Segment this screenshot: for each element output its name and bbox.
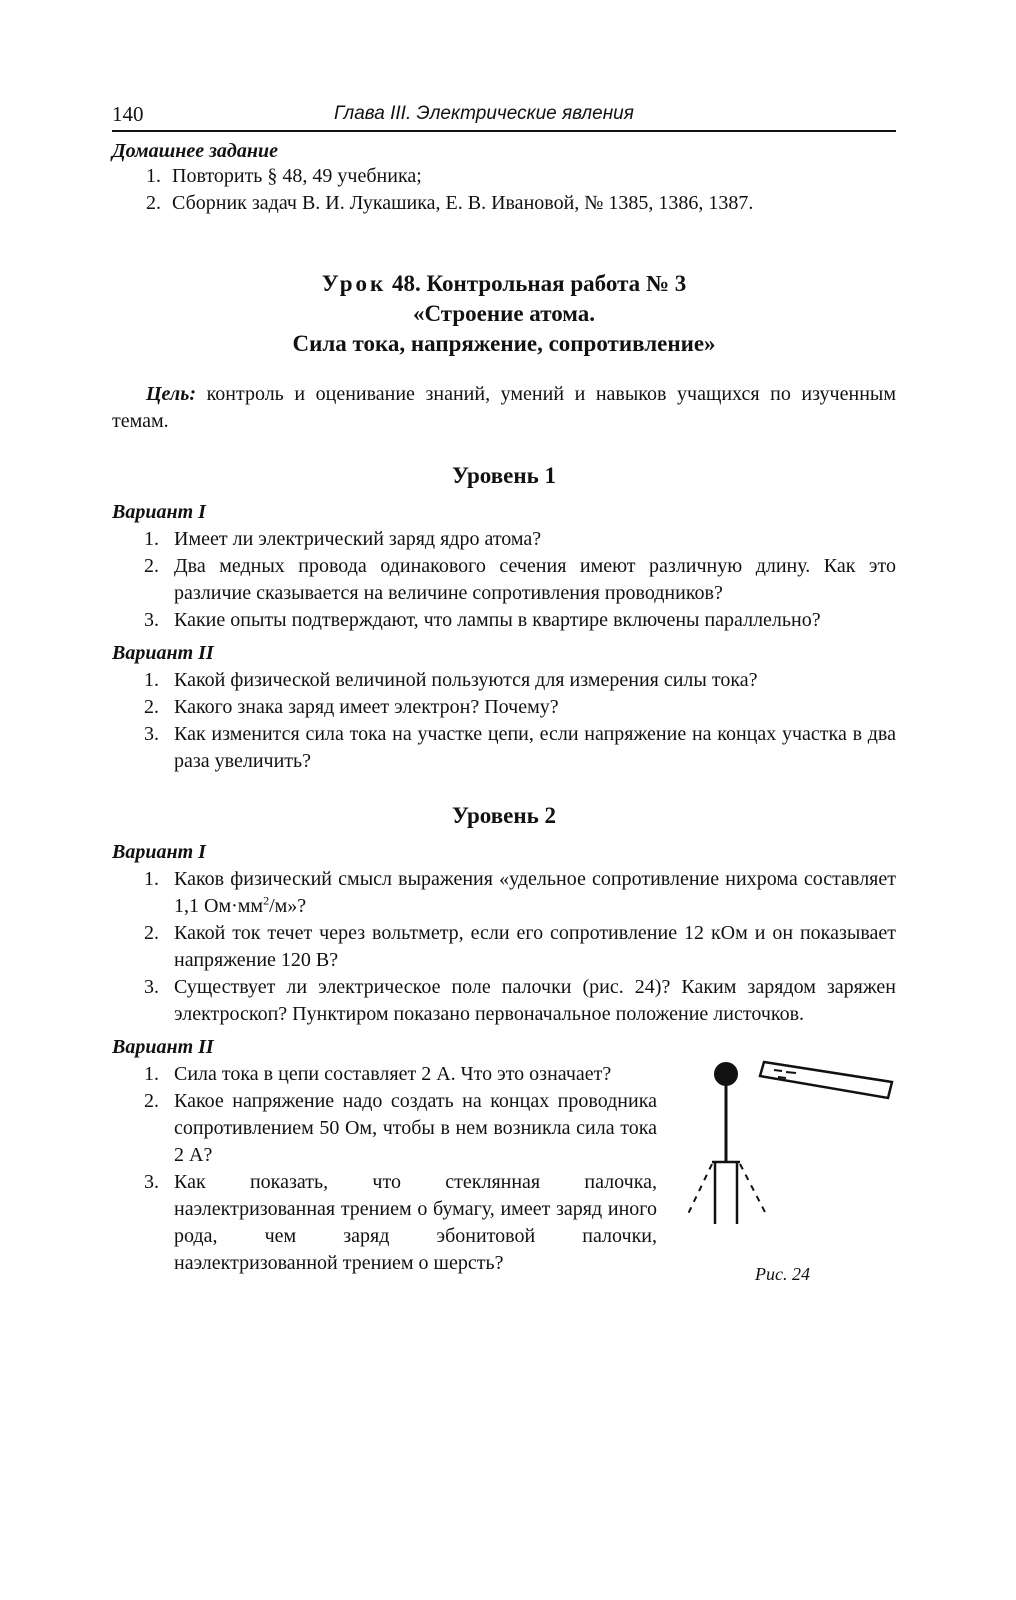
variant-heading: Вариант I [112, 841, 206, 863]
item-text: Какого знака заряд имеет электрон? Почему? [174, 696, 559, 718]
running-title: Глава III. Электрические явления [334, 103, 634, 124]
list-item [112, 1061, 657, 1088]
level-1-heading: Уровень 1 [451, 463, 556, 488]
item-number: 3. [144, 1171, 159, 1193]
stick-charge-mark [774, 1070, 782, 1071]
homework-title: Домашнее задание [112, 140, 278, 162]
item-text: Два медных провода одинакового сечения имеют различную длину. Как это различие сказывается на величине сопротивления проводников? [174, 555, 896, 604]
item-text: Какой физической величиной пользуются для измерения силы тока? [174, 669, 758, 691]
item-text: Какие опыты подтверждают, что лампы в квартире включены параллельно? [174, 609, 821, 631]
item-number: 1. [144, 868, 159, 890]
initial-leaf-left-dashed [688, 1164, 712, 1214]
item-number: 1. [144, 669, 159, 691]
item-text: Существует ли электрическое поле палочки (рис. 24)? Каким зарядом заряжен электроскоп? Пунктиром показано первоначальное положение листочков. [174, 976, 896, 1025]
superscript: 2 [263, 893, 270, 908]
lesson-word: Урок [321, 271, 387, 296]
initial-leaf-right-dashed [740, 1164, 766, 1214]
stick-charge-mark [778, 1077, 786, 1078]
item-number: 3. [144, 609, 159, 631]
item-number: 1. [146, 165, 161, 187]
item-text: Имеет ли электрический заряд ядро атома? [174, 528, 542, 550]
lesson-goal [112, 381, 896, 435]
electroscope-ball [714, 1062, 738, 1086]
list-item [112, 920, 896, 974]
stick-charge-mark [786, 1072, 796, 1073]
bottom-section [112, 1034, 896, 1284]
lesson-subtitle-1: «Строение атома. [412, 301, 596, 326]
question-list [112, 526, 896, 634]
item-number: 3. [144, 976, 159, 998]
item-text: Повторить § 48, 49 учебника; [172, 165, 422, 187]
item-number: 2. [144, 696, 159, 718]
item-number: 2. [144, 1090, 159, 1112]
item-text: Какой ток течет через вольтметр, если его сопротивление 12 кОм и он показывает напряжение 120 В? [174, 922, 896, 971]
question-list [112, 667, 896, 775]
item-number: 3. [144, 723, 159, 745]
list-item [112, 526, 896, 553]
item-text: Каков физический смысл выражения «удельное сопротивление нихрома составляет 1,1 Ом·мм [174, 868, 896, 917]
level-2-heading: Уровень 2 [451, 803, 556, 828]
list-item [112, 1169, 657, 1277]
question-list [112, 866, 896, 1028]
item-number: 2. [144, 555, 159, 577]
lesson-title-rest: 48. Контрольная работа № 3 [392, 271, 687, 296]
item-text: Как показать, что стеклянная палочка, наэлектризованная трением о бумагу, имеет заряд иного рода, чем заряд эбонитовой палочки, наэлектризованной трением о шерсть? [174, 1171, 657, 1274]
lesson-title [112, 269, 896, 359]
list-item [112, 721, 896, 775]
electroscope-figure [682, 1054, 902, 1294]
item-text: Сила тока в цепи составляет 2 А. Что это означает? [174, 1063, 612, 1085]
goal-label: Цель: [146, 383, 196, 405]
variant-heading: Вариант II [112, 1036, 214, 1058]
page-header [112, 100, 896, 132]
list-item [112, 163, 896, 190]
variant-heading: Вариант I [112, 501, 206, 523]
item-number: 2. [144, 922, 159, 944]
list-item [112, 694, 896, 721]
list-item [112, 1088, 657, 1169]
list-item [112, 866, 896, 920]
list-item [112, 190, 896, 217]
page [112, 100, 896, 1284]
lesson-subtitle-2: Сила тока, напряжение, сопротивление» [292, 331, 716, 356]
charged-stick [760, 1062, 892, 1098]
list-item [112, 974, 896, 1028]
item-number: 2. [146, 192, 161, 214]
item-number: 1. [144, 528, 159, 550]
item-text: Какое напряжение надо создать на концах проводника сопротивлением 50 Ом, чтобы в нем возникла сила тока 2 А? [174, 1090, 657, 1166]
item-text: Сборник задач В. И. Лукашика, Е. В. Ивановой, № 1385, 1386, 1387. [172, 192, 754, 214]
list-item [112, 667, 896, 694]
list-item [112, 553, 896, 607]
homework-list [112, 163, 896, 217]
variant-heading: Вариант II [112, 642, 214, 664]
item-text: Как изменится сила тока на участке цепи, если напряжение на концах участка в два раза увеличить? [174, 723, 896, 772]
goal-text: контроль и оценивание знаний, умений и навыков учащихся по изученным темам. [112, 383, 896, 432]
item-number: 1. [144, 1063, 159, 1085]
item-text: /м»? [269, 895, 307, 917]
page-number: 140 [112, 102, 144, 126]
list-item [112, 607, 896, 634]
figure-caption: Рис. 24 [755, 1264, 810, 1284]
